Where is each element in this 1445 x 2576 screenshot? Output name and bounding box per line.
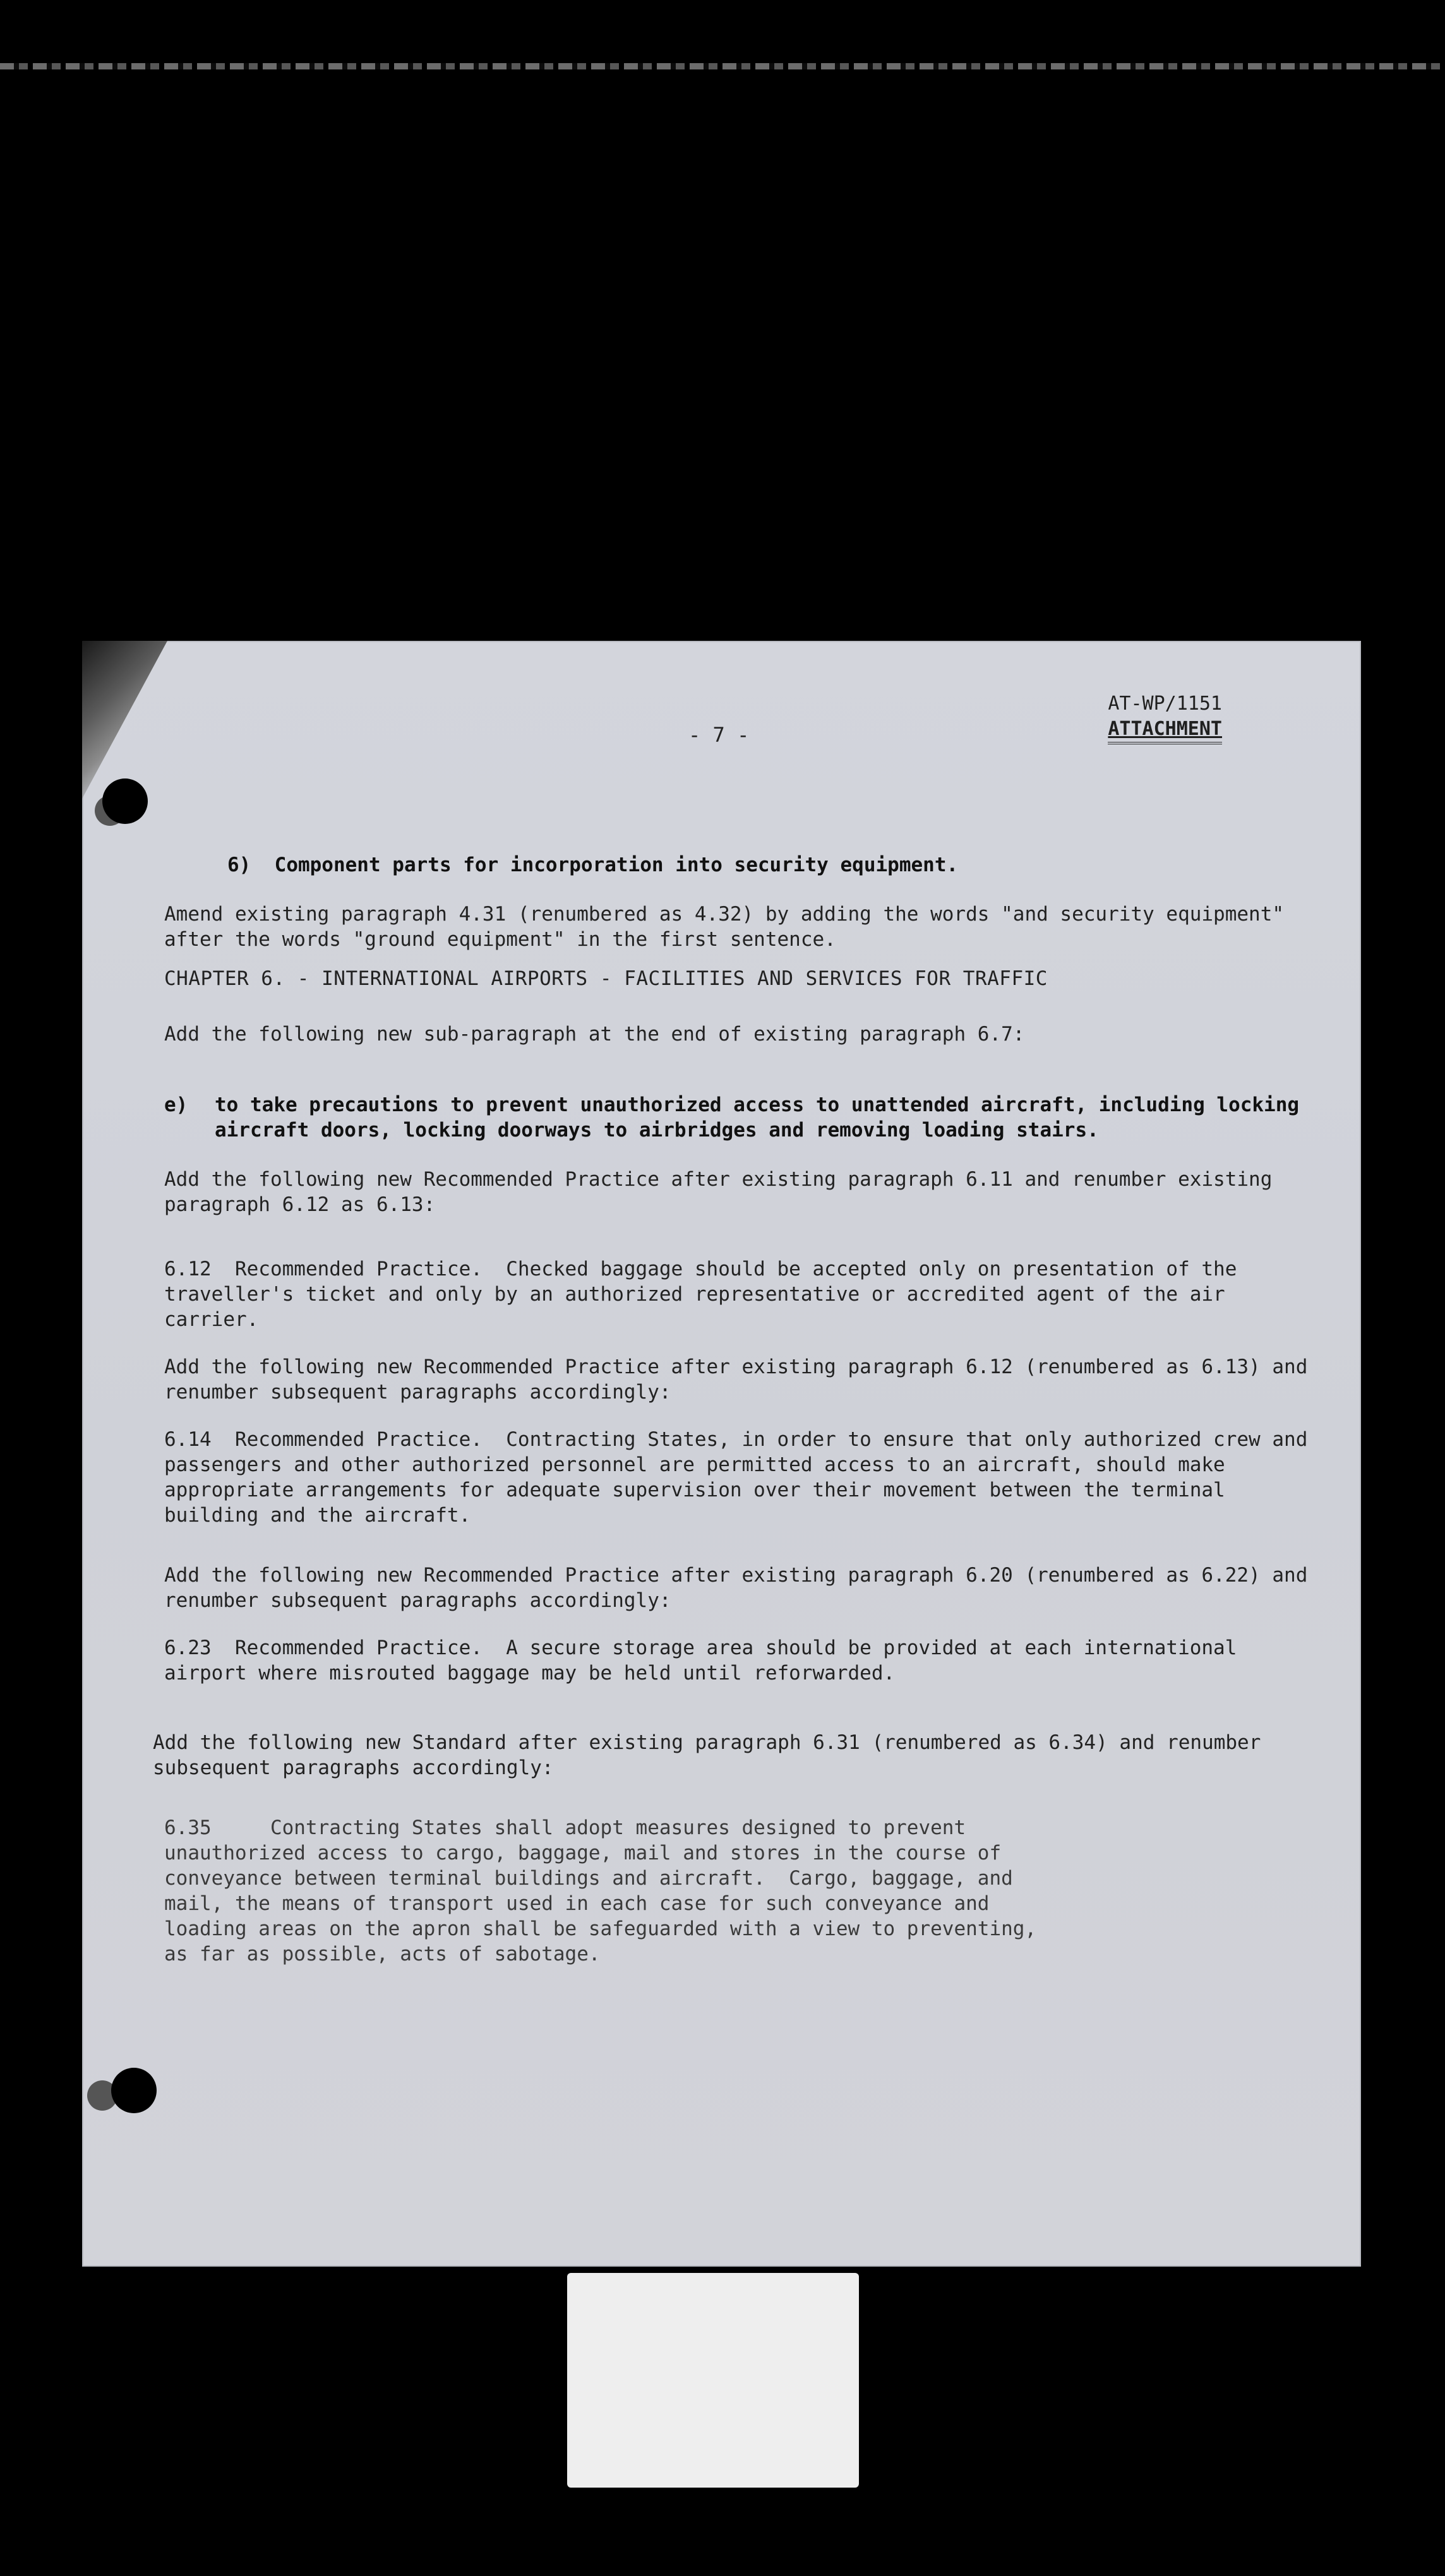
- paragraph-add-recommended-6-20: Add the following new Recommended Practice after existing paragraph 6.20 (renumbered as 6.22) and renumber subsequent paragraphs accordingly:: [164, 1564, 1320, 1612]
- paragraph-add-recommended-6-12: Add the following new Recommended Practice after existing paragraph 6.12 (renumbered as 6.13) and renumber subsequent paragraphs accordingly:: [164, 1356, 1320, 1404]
- paragraph-6-23: 6.23 Recommended Practice. A secure storage area should be provided at each international airport where misrouted baggage may be held until reforwarded.: [164, 1637, 1249, 1685]
- paragraph-6-14: 6.14 Recommended Practice. Contracting States, in order to ensure that only authorized crew and passengers and other authorized personnel are permitted access to an aircraft, should make appropriate arrangements for adequate supervision over their movement between the terminal building and the aircraft.: [164, 1428, 1320, 1527]
- paragraph-add-sub-paragraph: Add the following new sub-paragraph at the end of existing paragraph 6.7:: [164, 1023, 1025, 1046]
- sub-paragraph-text: to take precautions to prevent unauthorized access to unattended aircraft, including locking aircraft doors, locking doorways to airbridges and removing loading stairs.: [215, 1094, 1311, 1142]
- paragraph-6-12: 6.12 Recommended Practice. Checked baggage should be accepted only on presentation of the traveller's ticket and only by an authorized representative or accredited agent of the air carrier.: [164, 1258, 1249, 1331]
- paragraph-6-35: 6.35 Contracting States shall adopt measures designed to prevent unauthorized access to cargo, baggage, mail and stores in the course of conveyance between terminal buildings and aircraft. Cargo, baggage, and mail, the means of transport used in each case for such conveyance and loading areas on the apron shall be safeguarded with a view to preventing, as far as possible, acts of sabotage.: [164, 1816, 1037, 1965]
- attachment-label: ATTACHMENT: [1108, 717, 1222, 744]
- paragraph-amend-4-31: Amend existing paragraph 4.31 (renumbered as 4.32) by adding the words "and security equipment" after the words "ground equipment" in the first sentence.: [164, 903, 1296, 951]
- film-edge-strip: [0, 63, 1445, 69]
- chapter-heading: CHAPTER 6. - INTERNATIONAL AIRPORTS - FACILITIES AND SERVICES FOR TRAFFIC: [164, 967, 1048, 990]
- reference-code: AT-WP/1151: [1108, 693, 1222, 715]
- document-reference: [1108, 691, 1222, 744]
- sub-paragraph-label: e): [164, 1094, 188, 1116]
- paper-slip: [567, 2273, 859, 2488]
- page-number: - 7 -: [688, 723, 750, 747]
- punch-hole: [111, 2068, 157, 2113]
- punch-hole: [102, 778, 148, 824]
- sub-paragraph-e: [164, 1092, 1320, 1143]
- corner-fold: [82, 641, 167, 799]
- paragraph-item-6: 6) Component parts for incorporation into security equipment.: [227, 854, 959, 876]
- paragraph-add-recommended-6-11: Add the following new Recommended Practice after existing paragraph 6.11 and renumber existing paragraph 6.12 as 6.13:: [164, 1168, 1285, 1216]
- document-page: [82, 641, 1361, 2267]
- paragraph-add-standard-6-31: Add the following new Standard after existing paragraph 6.31 (renumbered as 6.34) and renumber subsequent paragraphs accordingly:: [153, 1731, 1273, 1779]
